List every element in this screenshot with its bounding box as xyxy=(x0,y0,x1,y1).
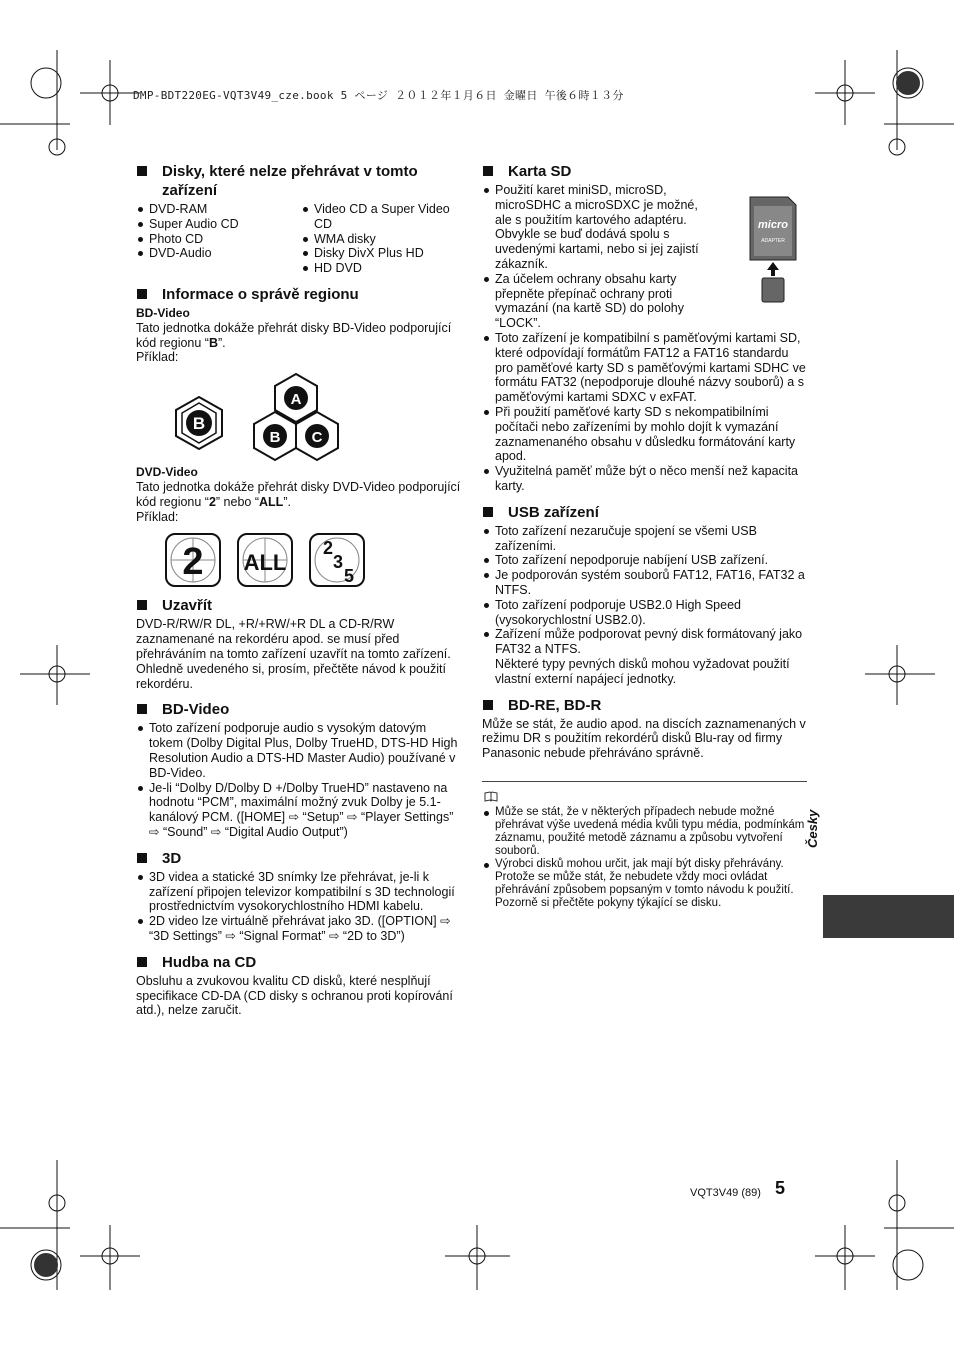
list-item: Zařízení může podporovat pevný disk formátovaný jako FAT32 a NTFS. xyxy=(482,627,807,657)
bd-logo-letter: C xyxy=(311,429,323,447)
language-tab xyxy=(823,895,954,938)
right-column xyxy=(482,162,807,761)
list-item: Může se stát, že v některých případech nebude možné přehrávat výše uvedená média kvůli typu média, podmínkám záznamu, použité metodě záznamu a způsobu vytvoření souborů. xyxy=(482,806,807,858)
list-item: Při použití paměťové karty SD s nekompatibilními počítači nebo zařízeními by mohlo dojít k vymazání zaznamenaného obsahu v důsledku formátování karty apod. xyxy=(482,405,807,464)
language-side-label: Česky xyxy=(805,809,820,848)
sd-adapter-illustration xyxy=(744,194,806,304)
list-item: 3D videa a statické 3D snímky lze přehrávat, je-li k zařízení připojen televizor kompatibilní s 3D technologií prostřednictvím vysokorychlostního HDMI kabelu. xyxy=(136,870,461,914)
section-heading-3d: 3D xyxy=(136,849,461,868)
list-item: HD DVD xyxy=(301,261,461,276)
dvd-logo-all: ALL xyxy=(243,550,287,576)
section-heading-finalise: Uzavřít xyxy=(136,596,461,615)
dvd-logo-number: 3 xyxy=(332,552,344,573)
unsupported-disc-lists xyxy=(136,202,461,276)
finalise-text: DVD-R/RW/R DL, +R/+RW/+R DL a CD-R/RW zaznamenané na rekordéru apod. se musí před přehráváním na tomto zařízení uzavřít na tomto zařízení. Ohledně uvedeného si, prosím, přečtěte návod k použití rekordéru. xyxy=(136,617,451,691)
bd-region-text: Tato jednotka dokáže přehrát disky BD-Video podporující kód regionu “B”. xyxy=(136,320,452,350)
page-number: 5 xyxy=(775,1178,786,1198)
list-item: Je podporován systém souborů FAT12, FAT16, FAT32 a NTFS. xyxy=(482,568,807,598)
list-item: Toto zařízení nezaručuje spojení se všemi USB zařízeními. xyxy=(482,524,807,554)
bd-video-list xyxy=(136,721,461,839)
unsupported-list-2 xyxy=(301,202,461,276)
section-heading-music-cd: Hudba na CD xyxy=(136,953,461,972)
list-item: Použití karet miniSD, microSD, microSDHC a microSDXC je možné, ale s použitím kartového adaptéru. Obvykle se buď dodává spolu s uvedenými kartami, nebo si jej zajistí zákazník. xyxy=(482,183,705,272)
bd-logo-letter: A xyxy=(290,391,302,409)
dvd-logo-number: 2 xyxy=(322,538,334,559)
example-label: Příklad: xyxy=(136,350,179,365)
usb-extra-text: Některé typy pevných disků mohou vyžadovat použití vlastní externí napájecí jednotky. xyxy=(495,656,790,686)
dvd-video-subheading: DVD-Video xyxy=(136,465,198,480)
section-heading-region: Informace o správě regionu xyxy=(136,285,461,304)
list-item: WMA disky xyxy=(301,232,461,247)
section-heading-bd-video: BD-Video xyxy=(136,700,461,719)
section-heading-usb: USB zařízení xyxy=(482,503,807,522)
bd-video-subheading: BD-Video xyxy=(136,305,190,320)
usb-list xyxy=(482,524,807,657)
list-item: Toto zařízení je kompatibilní s paměťovými kartami SD, které odpovídají formátům FAT12 a FAT16 standardu pro paměťové karty SD s paměťovými kartami SDHC ve formátu FAT32 (nepodporuje dlouhé názvy souborů) a s paměťovými kartami SDXC v exFAT. xyxy=(482,331,807,405)
list-item: Disky DivX Plus HD xyxy=(301,246,461,261)
bd-region-b-logo xyxy=(176,397,222,449)
bd-re-text: Může se stát, že audio apod. na discích zaznamenaných v režimu DR s použitím rekordérů disků Blu-ray od firmy Panasonic nebude přehráváno správně. xyxy=(482,716,806,761)
dvd-logo-number: 2 xyxy=(182,541,204,584)
section-heading-unsupported-discs: Disky, které nelze přehrávat v tomto zařízení xyxy=(136,162,461,200)
section-heading-bd-re: BD-RE, BD-R xyxy=(482,696,807,715)
list-item: Video CD a Super Video CD xyxy=(301,202,461,232)
dvd-region-2-logo xyxy=(166,534,220,586)
list-item: 2D video lze virtuálně přehrávat jako 3D. ([OPTION] ⇨ “3D Settings” ⇨ “Signal Format” ⇨ “2D to 3D”) xyxy=(136,914,461,944)
sd-adapter-brand: micro xyxy=(758,219,788,231)
sd-adapter-label: ADAPTER xyxy=(761,238,785,244)
list-item: DVD-Audio xyxy=(136,246,301,261)
book-header-line: DMP-BDT220EG-VQT3V49_cze.book 5 ページ ２０１２年１月６日 金曜日 午後６時１３分 xyxy=(133,89,624,102)
unsupported-list-1 xyxy=(136,202,301,276)
bd-region-abc-logo xyxy=(254,374,338,460)
notes-divider xyxy=(482,781,807,782)
left-column xyxy=(136,162,461,1018)
dvd-logo-number: 5 xyxy=(343,566,355,587)
notes-list xyxy=(482,806,807,910)
dvd-region-235-logo xyxy=(310,534,364,586)
list-item: Toto zařízení nepodporuje nabíjení USB zařízení. xyxy=(482,553,807,568)
dvd-region-text: Tato jednotka dokáže přehrát disky DVD-Video podporující kód regionu “2” nebo “ALL”. xyxy=(136,479,461,509)
music-cd-text: Obsluhu a zvukovou kvalitu CD disků, které nesplňují specifikace CD-DA (CD disky s ochranou proti kopírování atd.), nelze zaručit. xyxy=(136,973,453,1018)
bd-region-logos xyxy=(136,365,461,465)
list-item: Za účelem ochrany obsahu karty přepněte přepínač ochrany proti vymazání (na kartě SD) do polohy “LOCK”. xyxy=(482,272,705,331)
example-label: Příklad: xyxy=(136,509,179,524)
list-item: Využitelná paměť může být o něco menší než kapacita karty. xyxy=(482,464,807,494)
note-book-icon xyxy=(484,791,498,802)
list-item: Výrobci disků mohou určit, jak mají být disky přehrávány. Protože se může stát, že nebudete vždy moci ovládat přehrávání způsobem popsaným v tomto návodu k použití. Pozorně si přečtěte pokyny týkající se disku. xyxy=(482,858,807,910)
list-item: DVD-RAM xyxy=(136,202,301,217)
footer-code: VQT3V49 (89) xyxy=(690,1187,761,1199)
notes xyxy=(482,806,807,910)
list-item: Toto zařízení podporuje audio s vysokým datovým tokem (Dolby Digital Plus, Dolby TrueHD, DTS-HD High Resolution Audio a DTS-HD Master Audio) používané v BD-Video. xyxy=(136,721,461,780)
section-heading-sd-card: Karta SD xyxy=(482,162,807,181)
3d-list xyxy=(136,870,461,944)
list-item: Je-li “Dolby D/Dolby D +/Dolby TrueHD” nastaveno na hodnotu “PCM”, maximální možný zvuk Dolby je 5.1-kanálový PCM. ([HOME] ⇨ “Setup” ⇨ “Player Settings” ⇨ “Sound” ⇨ “Digital Audio Output”) xyxy=(136,781,461,840)
list-item: Super Audio CD xyxy=(136,217,301,232)
dvd-region-logos xyxy=(136,530,461,592)
list-item: Photo CD xyxy=(136,232,301,247)
bd-logo-letter: B xyxy=(269,429,281,447)
list-item: Toto zařízení podporuje USB2.0 High Speed (vysokorychlostní USB2.0). xyxy=(482,598,807,628)
bd-logo-letter: B xyxy=(192,414,206,434)
dvd-region-all-logo xyxy=(238,534,292,586)
